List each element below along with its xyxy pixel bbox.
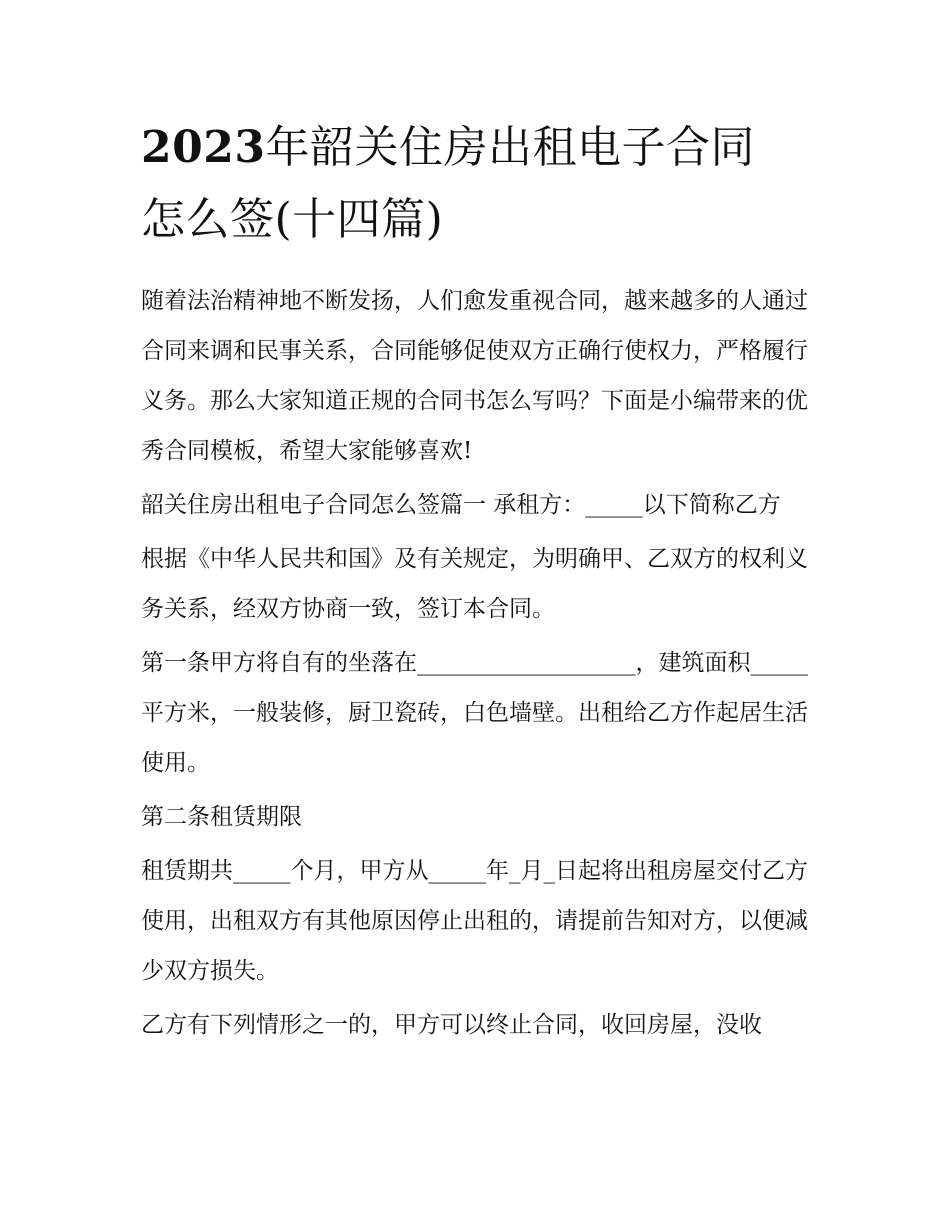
article-1-paragraph: 第一条甲方将自有的坐落在___________________，建筑面积_____平方米，一般装修，厨卫瓷砖，白色墙壁。出租给乙方作起居生活使用。 xyxy=(141,650,808,776)
document-page xyxy=(141,112,813,1054)
section-heading-paragraph: 韶关住房出租电子合同怎么签篇一 承租方：_____以下简称乙方 xyxy=(141,492,781,518)
title-line1-text: 年韶关住房出租电子合同 xyxy=(265,122,755,173)
document-body xyxy=(141,276,813,1050)
preamble-paragraph: 根据《中华人民共和国》及有关规定，为明确甲、乙双方的权利义务关系，经双方协商一致，签订本合同。 xyxy=(141,546,808,622)
title-year: 2023 xyxy=(141,122,266,173)
article-2-heading: 第二条租赁期限 xyxy=(141,804,302,830)
document-title xyxy=(141,112,813,256)
title-line2-text: 怎么签(十四篇) xyxy=(141,194,444,245)
lease-term-paragraph: 租赁期共_____个月，甲方从_____年_月_日起将出租房屋交付乙方使用，出租双方有其他原因停止出租的，请提前告知对方，以便减少双方损失。 xyxy=(141,858,808,984)
termination-paragraph: 乙方有下列情形之一的，甲方可以终止合同，收回房屋，没收 xyxy=(141,1012,762,1038)
intro-paragraph: 随着法治精神地不断发扬，人们愈发重视合同，越来越多的人通过合同来调和民事关系，合同能够促使双方正确行使权力，严格履行义务。那么大家知道正规的合同书怎么写吗？下面是小编带来的优秀合同模板，希望大家能够喜欢! xyxy=(141,288,808,464)
